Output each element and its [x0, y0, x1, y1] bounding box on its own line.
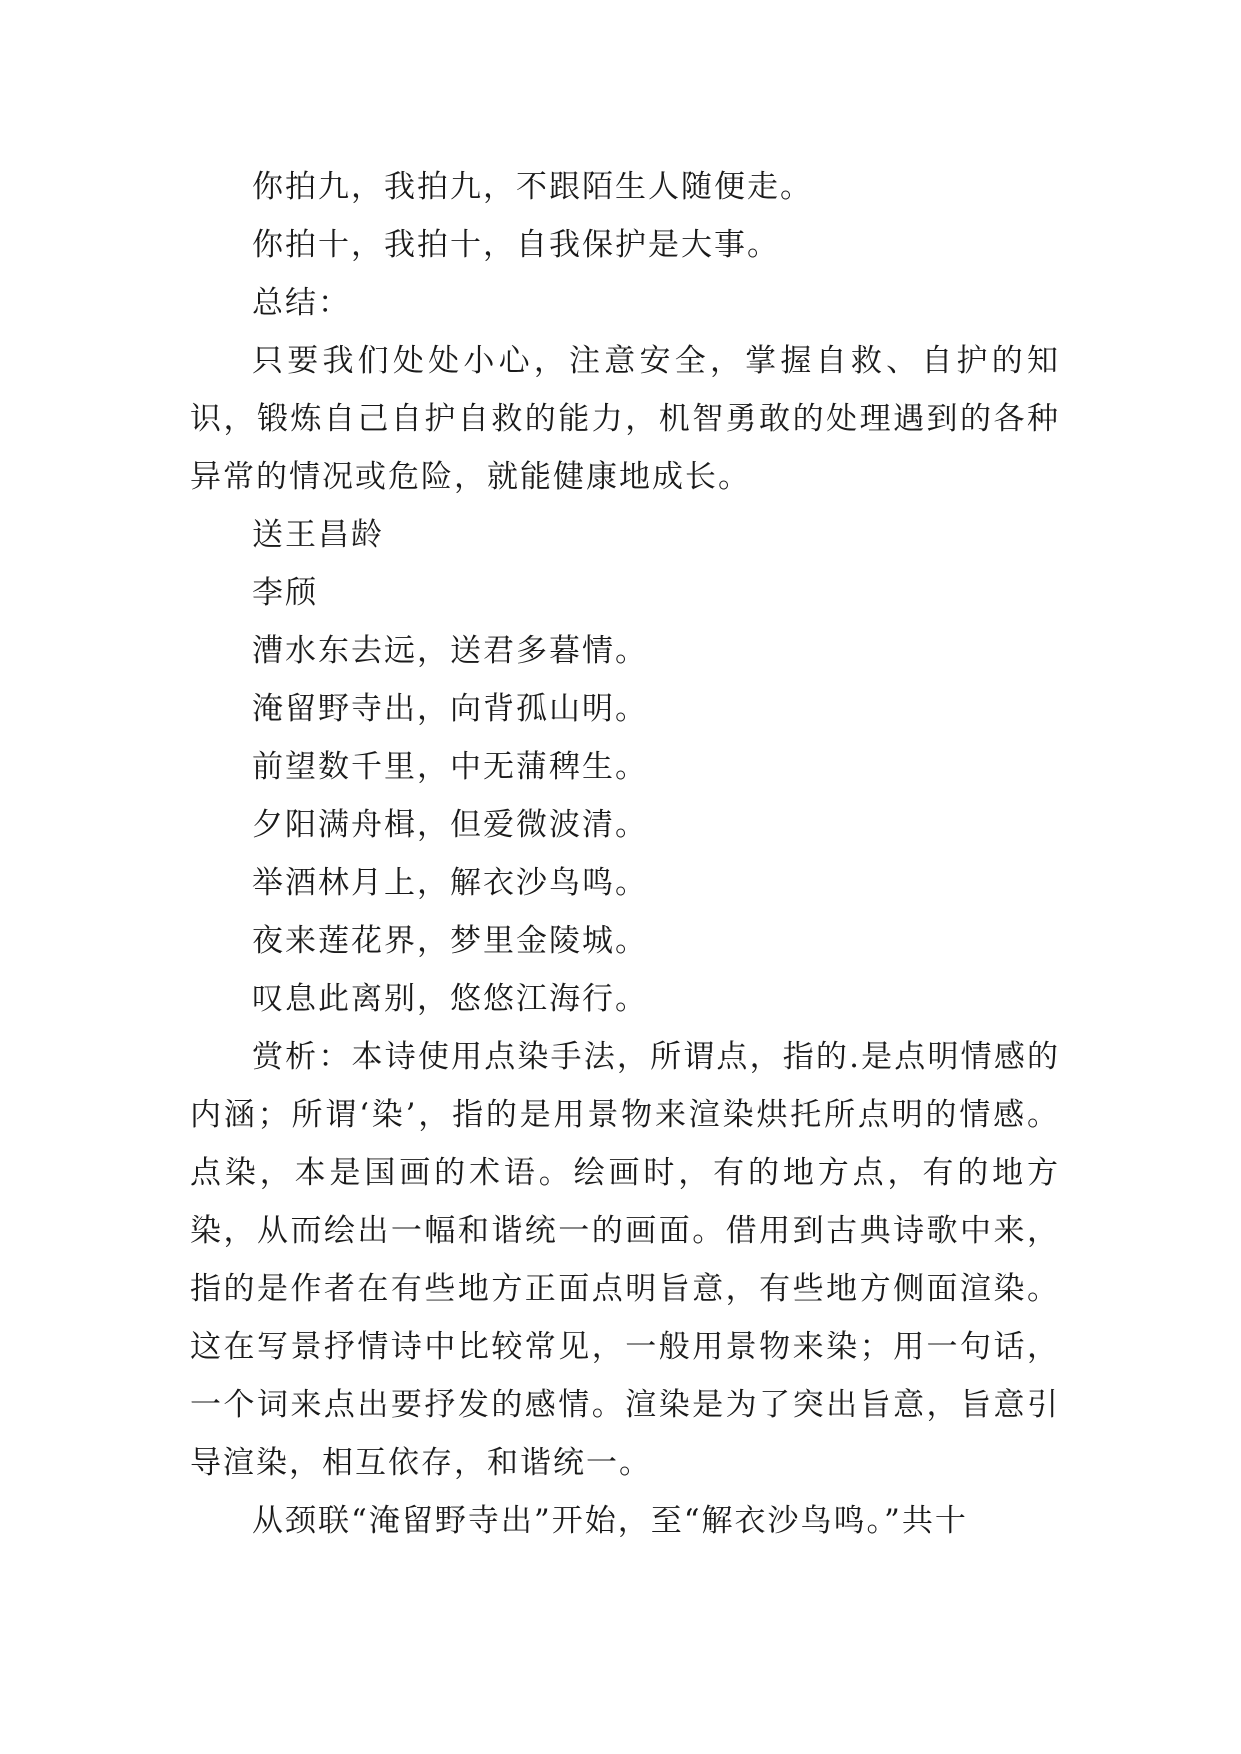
document-body [190, 158, 1060, 1550]
poem-line: 漕水东去远，送君多暮情。 [252, 633, 648, 669]
poem-line: 前望数千里，中无蒲稗生。 [252, 749, 648, 785]
last-paragraph: 从颈联“淹留野寺出”开始，至“解衣沙鸟鸣。”共十 [252, 1503, 968, 1539]
summary-paragraph: 只要我们处处小心，注意安全，掌握自救、自护的知识，锻炼自己自护自救的能力，机智勇敢的处理遇到的各种异常的情况或危险，就能健康地成长。 [190, 343, 1060, 495]
poem-line: 夜来莲花界，梦里金陵城。 [252, 923, 648, 959]
text-line: 你拍九，我拍九，不跟陌生人随便走。 [252, 169, 813, 205]
poem-author: 李颀 [252, 575, 318, 611]
text-line: 你拍十，我拍十，自我保护是大事。 [252, 227, 780, 263]
analysis-paragraph: 赏析：本诗使用点染手法，所谓点，指的.是点明情感的内涵；所谓‘染’，指的是用景物来渲染烘托所点明的情感。点染，本是国画的术语。绘画时，有的地方点，有的地方染，从而绘出一幅和谐统一的画面。借用到古典诗歌中来，指的是作者在有些地方正面点明旨意，有些地方侧面渲染。这在写景抒情诗中比较常见，一般用景物来染；用一句话，一个词来点出要抒发的感情。渲染是为了突出旨意，旨意引导渲染，相互依存，和谐统一。 [190, 1039, 1060, 1481]
poem-line: 夕阳满舟楫，但爱微波清。 [252, 807, 648, 843]
poem-line: 叹息此离别，悠悠江海行。 [252, 981, 648, 1017]
summary-heading: 总结： [252, 285, 351, 321]
poem-line: 淹留野寺出，向背孤山明。 [252, 691, 648, 727]
poem-line: 举酒林月上，解衣沙鸟鸣。 [252, 865, 648, 901]
poem-title: 送王昌龄 [252, 517, 384, 553]
